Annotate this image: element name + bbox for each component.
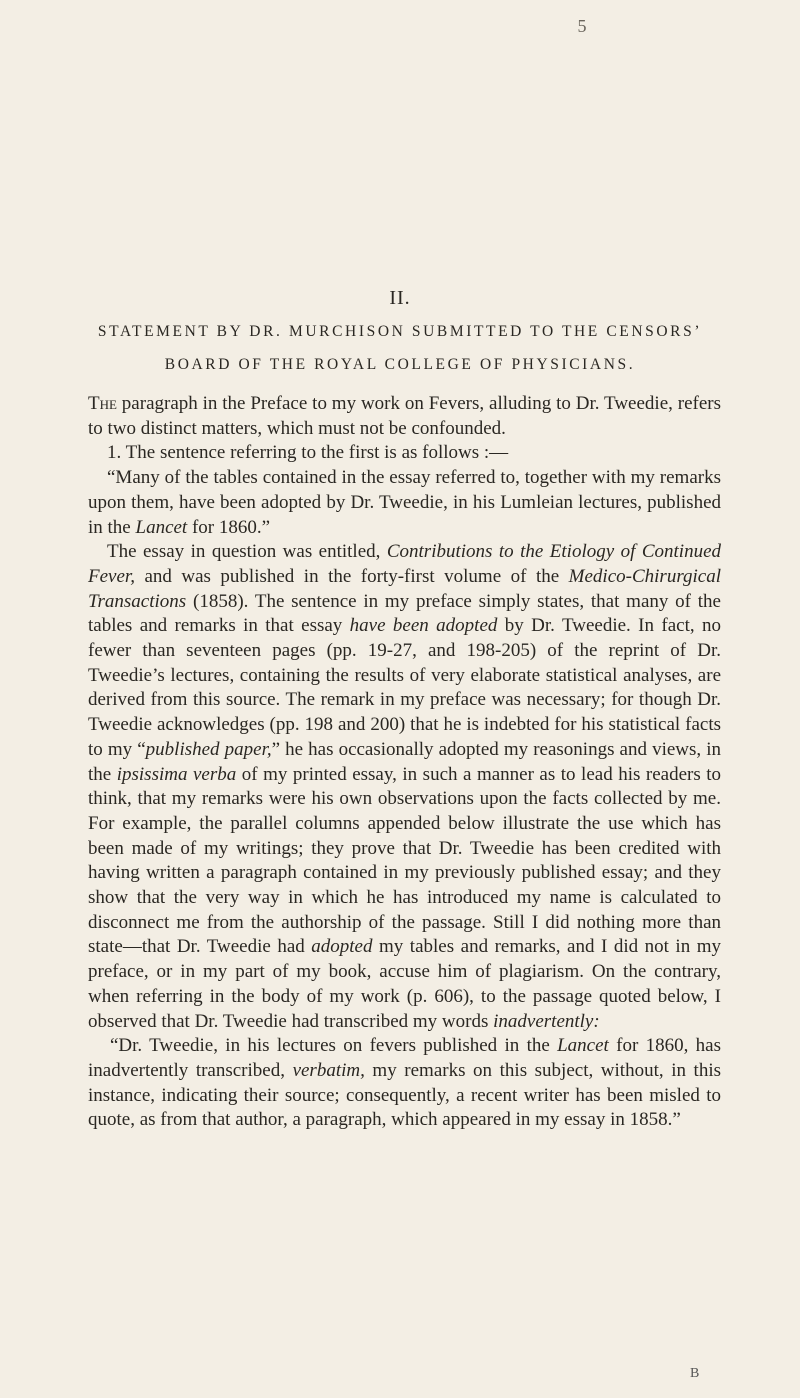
section-heading-line-1: STATEMENT BY DR. MURCHISON SUBMITTED TO THE CENSORS’ xyxy=(97,323,703,340)
section-numeral: II. xyxy=(389,287,411,309)
paragraph-preface-quote xyxy=(88,466,721,540)
quote-end: for 1860.” xyxy=(187,516,271,538)
emphasis-adopted: adopted xyxy=(311,936,373,958)
work-quote-a: “Dr. Tweedie, in his lectures on fevers published in the xyxy=(110,1035,558,1057)
quote-text: “Many of the tables contained in the essay referred to, together with my remarks upon them, have been adopted by Dr. Tweedie, in his Lumleian lectures, published in the xyxy=(88,467,721,538)
essay-title: Contributions to the Etiology of Continued Fever, xyxy=(88,541,722,587)
essay-text-a: The essay in question was entitled, xyxy=(107,541,387,563)
essay-text-b: and was published in the forty-first volume of the xyxy=(134,565,569,587)
signature-mark: B xyxy=(690,1366,700,1381)
work-quote-c: my remarks on this subject, without, in this instance, indicating their source; consequently, a recent writer has been misled to quote, as from that author, a paragraph, which appeared in my essay in 1858.” xyxy=(88,1059,722,1131)
essay-text-f: of my printed essay, in such a manner as to lead his readers to think, that my remarks were his own observations upon the facts collected by me. For example, the parallel columns appended below illustrate the use which has been made of my writings; they prove that Dr. Tweedie has been credited with having written a paragraph contained in my previously published essay; and they show that the very way in which he has introduced my name is calculated to disconnect me from the authorship of the passage. Still I did nothing more than state—that Dr. Tweedie had xyxy=(88,763,722,958)
essay-text-c: (1858). The sentence in my preface simply states, that many of the tables and remarks in that essay xyxy=(88,590,721,637)
paragraph-point-one: 1. The sentence referring to the first is as follows :— xyxy=(107,442,509,464)
section-heading-line-2: BOARD OF THE ROYAL COLLEGE OF PHYSICIANS. xyxy=(164,356,636,373)
essay-text-e: ” he has occasionally adopted my reasonings and views, in the xyxy=(88,738,722,785)
emphasis-verbatim: verbatim, xyxy=(292,1059,365,1081)
essay-text-g: my tables and remarks, and I did not in my preface, or in my part of my book, accuse him of plagiarism. On the contrary, when referring in the body of my work (p. 606), to the passage quoted below, I observed that Dr. Tweedie had transcribed my words xyxy=(88,936,721,1032)
paragraph-work-quote xyxy=(88,1034,721,1133)
intro-text: paragraph in the Preface to my work on Fevers, alluding to Dr. Tweedie, refers to two distinct matters, which must not be confounded. xyxy=(88,393,721,439)
body-text xyxy=(88,392,721,1133)
paragraph-intro xyxy=(88,392,721,441)
drop-word: The xyxy=(88,393,117,414)
emphasis-have-been-adopted: have been adopted xyxy=(349,615,498,637)
paragraph-essay xyxy=(88,540,721,1034)
essay-text-d: by Dr. Tweedie. In fact, no fewer than seventeen pages (pp. 19-27, and 198-205) of the reprint of Dr. Tweedie’s lectures, containing the results of very elaborate statistical analyses, are derived from this source. The remark in my preface was necessary; for though Dr. Tweedie acknowledges (pp. 198 and 200) that he is indebted for his statistical facts to my “ xyxy=(88,615,721,760)
emphasis-inadvertently: inadvertently: xyxy=(493,1010,600,1032)
lancet-title-2: Lancet xyxy=(557,1035,609,1057)
journal-title: Medico-Chirurgical Transactions xyxy=(88,565,721,612)
work-quote-b: for 1860, has inadvertently transcribed, xyxy=(88,1035,721,1081)
lancet-title: Lancet xyxy=(135,516,188,538)
emphasis-published-paper: published paper, xyxy=(145,738,272,760)
emphasis-ipsissima-verba: ipsissima verba xyxy=(116,763,237,785)
page-number: 5 xyxy=(577,16,587,36)
